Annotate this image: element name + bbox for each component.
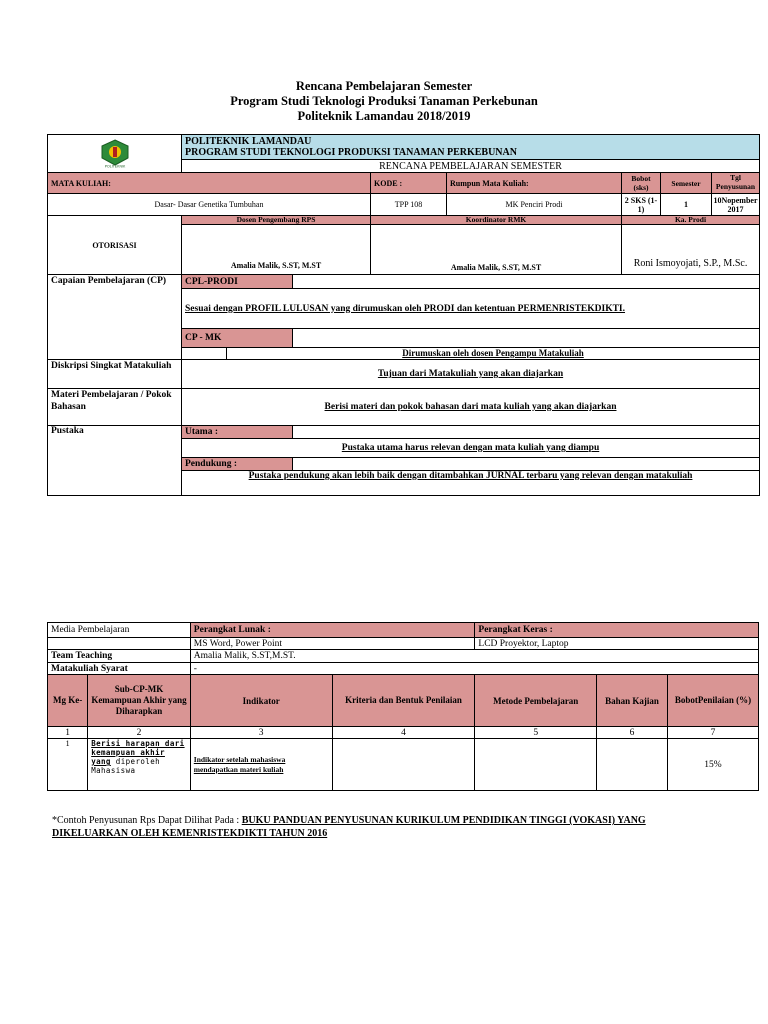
materi-text: Berisi materi dan pokok bahasan dari mata kuliah yang akan diajarkan bbox=[182, 389, 760, 426]
team-teaching-value: Amalia Malik, S.ST,M.ST. bbox=[190, 650, 758, 663]
tgl-penyusunan-label: Tgl Penyusunan bbox=[712, 173, 760, 194]
footnote bbox=[52, 814, 722, 840]
row-subcp-plain: diperoleh Mahasiswa bbox=[91, 757, 161, 775]
course-name: Dasar- Dasar Genetika Tumbuhan bbox=[48, 194, 371, 216]
rps-weekly-table bbox=[47, 622, 759, 791]
row-kriteria bbox=[332, 739, 475, 791]
footnote-reference-link[interactable]: BUKU PANDUAN PENYUSUNAN KURIKULUM PENDIDIKAN TINGGI (VOKASI) YANG DIKELUARKAN OLEH KEMENRISTEKDIKTI TAHUN 2016 bbox=[52, 815, 646, 839]
col-indikator-header: Indikator bbox=[190, 675, 332, 727]
rps-main-table bbox=[47, 134, 760, 496]
rps-heading: RENCANA PEMBELAJARAN SEMESTER bbox=[182, 160, 760, 173]
pustaka-pendukung-label: Pendukung : bbox=[182, 458, 293, 471]
course-code: TPP 108 bbox=[371, 194, 447, 216]
koordinator-label: Koordinator RMK bbox=[371, 216, 622, 225]
col-bobot-header: BobotPenilaian (%) bbox=[667, 675, 758, 727]
course-bobot: 2 SKS (1-1) bbox=[622, 194, 661, 216]
row-indikator: Indikator setelah mahasiswa mendapatkan materi kuliah bbox=[190, 739, 332, 791]
pustaka-utama-label: Utama : bbox=[182, 426, 293, 439]
col-kriteria-header: Kriteria dan Bentuk Penilaian bbox=[332, 675, 475, 727]
cp-label: Capaian Pembelajaran (CP) bbox=[48, 275, 182, 360]
pustaka-pendukung-text: Pustaka pendukung akan lebih baik dengan ditambahkan JURNAL terbaru yang relevan dengan matakuliah bbox=[182, 471, 760, 496]
logo-cell bbox=[48, 135, 182, 173]
pustaka-label: Pustaka bbox=[48, 426, 182, 496]
matakuliah-syarat-label: Matakuliah Syarat bbox=[48, 663, 191, 675]
program-name: PROGRAM STUDI TEKNOLOGI PRODUKSI TANAMAN PERKEBUNAN bbox=[185, 147, 517, 158]
institution-header bbox=[182, 135, 760, 160]
col-bahan-header: Bahan Kajian bbox=[597, 675, 668, 727]
col-number: 4 bbox=[332, 727, 475, 739]
institution-name: POLITEKNIK LAMANDAU bbox=[185, 136, 312, 147]
pustaka-utama-text: Pustaka utama harus relevan dengan mata kuliah yang diampu bbox=[182, 439, 760, 458]
course-semester: 1 bbox=[661, 194, 712, 216]
rumpun-label: Rumpun Mata Kuliah: bbox=[447, 173, 622, 194]
col-number: 1 bbox=[48, 727, 88, 739]
mata-kuliah-label: MATA KULIAH: bbox=[48, 173, 371, 194]
col-number: 5 bbox=[475, 727, 597, 739]
kode-label: KODE : bbox=[371, 173, 447, 194]
perangkat-keras-label: Perangkat Keras : bbox=[475, 623, 759, 638]
media-label: Media Pembelajaran bbox=[48, 623, 191, 638]
cpl-prodi-text: Sesuai dengan PROFIL LULUSAN yang dirumuskan oleh PRODI dan ketentuan PERMENRISTEKDIKTI. bbox=[182, 289, 760, 329]
col-number: 6 bbox=[597, 727, 668, 739]
perangkat-lunak-label: Perangkat Lunak : bbox=[190, 623, 475, 638]
doc-title-line-1: Rencana Pembelajaran Semester bbox=[295, 79, 473, 93]
politeknik-logo-icon bbox=[98, 138, 132, 168]
deskripsi-text: Tujuan dari Matakuliah yang akan diajarkan bbox=[182, 360, 760, 389]
pustaka-pendukung-blank bbox=[293, 458, 760, 471]
row-mg: 1 bbox=[48, 739, 88, 791]
col-number: 7 bbox=[667, 727, 758, 739]
media-blank bbox=[48, 638, 191, 650]
dosen-pengembang-name: Amalia Malik, S.ST, M.ST bbox=[182, 225, 371, 275]
deskripsi-label: Diskripsi Singkat Matakuliah bbox=[48, 360, 182, 389]
otorisasi-label: OTORISASI bbox=[48, 216, 182, 275]
row-bahan bbox=[597, 739, 668, 791]
kaprodi-label: Ka. Prodi bbox=[622, 216, 760, 225]
semester-label: Semester bbox=[661, 173, 712, 194]
materi-label: Materi Pembelajaran / Pokok Bahasan bbox=[48, 389, 182, 426]
row-bobot: 15% bbox=[667, 739, 758, 791]
matakuliah-syarat-value: - bbox=[190, 663, 758, 675]
doc-title-line-3: Politeknik Lamandau 2018/2019 bbox=[297, 109, 471, 123]
cp-mk-blank bbox=[293, 329, 760, 348]
dosen-pengembang-label: Dosen Pengembang RPS bbox=[182, 216, 371, 225]
col-subcp-header: Sub-CP-MK Kemampuan Akhir yang Diharapkan bbox=[88, 675, 191, 727]
row-metode bbox=[475, 739, 597, 791]
footnote-prefix: *Contoh Penyusunan Rps Dapat Dilihat Pada : bbox=[52, 815, 242, 826]
team-teaching-label: Team Teaching bbox=[48, 650, 191, 663]
col-mg-header: Mg Ke- bbox=[48, 675, 88, 727]
col-metode-header: Metode Pembelajaran bbox=[475, 675, 597, 727]
perangkat-keras-value: LCD Proyektor, Laptop bbox=[475, 638, 759, 650]
row-subcp bbox=[88, 739, 191, 791]
cp-mk-text-row bbox=[182, 348, 760, 360]
kaprodi-name: Roni Ismoyojati, S.P., M.Sc. bbox=[622, 225, 760, 275]
cpl-prodi-label: CPL-PRODI bbox=[182, 275, 293, 289]
cp-mk-label: CP - MK bbox=[182, 329, 293, 348]
course-rumpun: MK Penciri Prodi bbox=[447, 194, 622, 216]
col-number: 2 bbox=[88, 727, 191, 739]
pustaka-utama-blank bbox=[293, 426, 760, 439]
perangkat-lunak-value: MS Word, Power Point bbox=[190, 638, 475, 650]
col-number: 3 bbox=[190, 727, 332, 739]
row-subcp-underlined: Berisi harapan dari kemampuan akhir yang bbox=[91, 739, 185, 766]
svg-text:POLITEKNIK: POLITEKNIK bbox=[104, 164, 125, 168]
doc-title-line-2: Program Studi Teknologi Produksi Tanaman Perkebunan bbox=[230, 94, 538, 108]
koordinator-name: Amalia Malik, S.ST, M.ST bbox=[371, 225, 622, 275]
course-tgl: 10Nopember 2017 bbox=[712, 194, 760, 216]
bobot-label: Bobot (sks) bbox=[622, 173, 661, 194]
cp-mk-spacer bbox=[182, 348, 227, 359]
cpl-prodi-blank bbox=[293, 275, 760, 289]
cp-mk-text: Dirumuskan oleh dosen Pengampu Matakuliah bbox=[402, 348, 584, 358]
